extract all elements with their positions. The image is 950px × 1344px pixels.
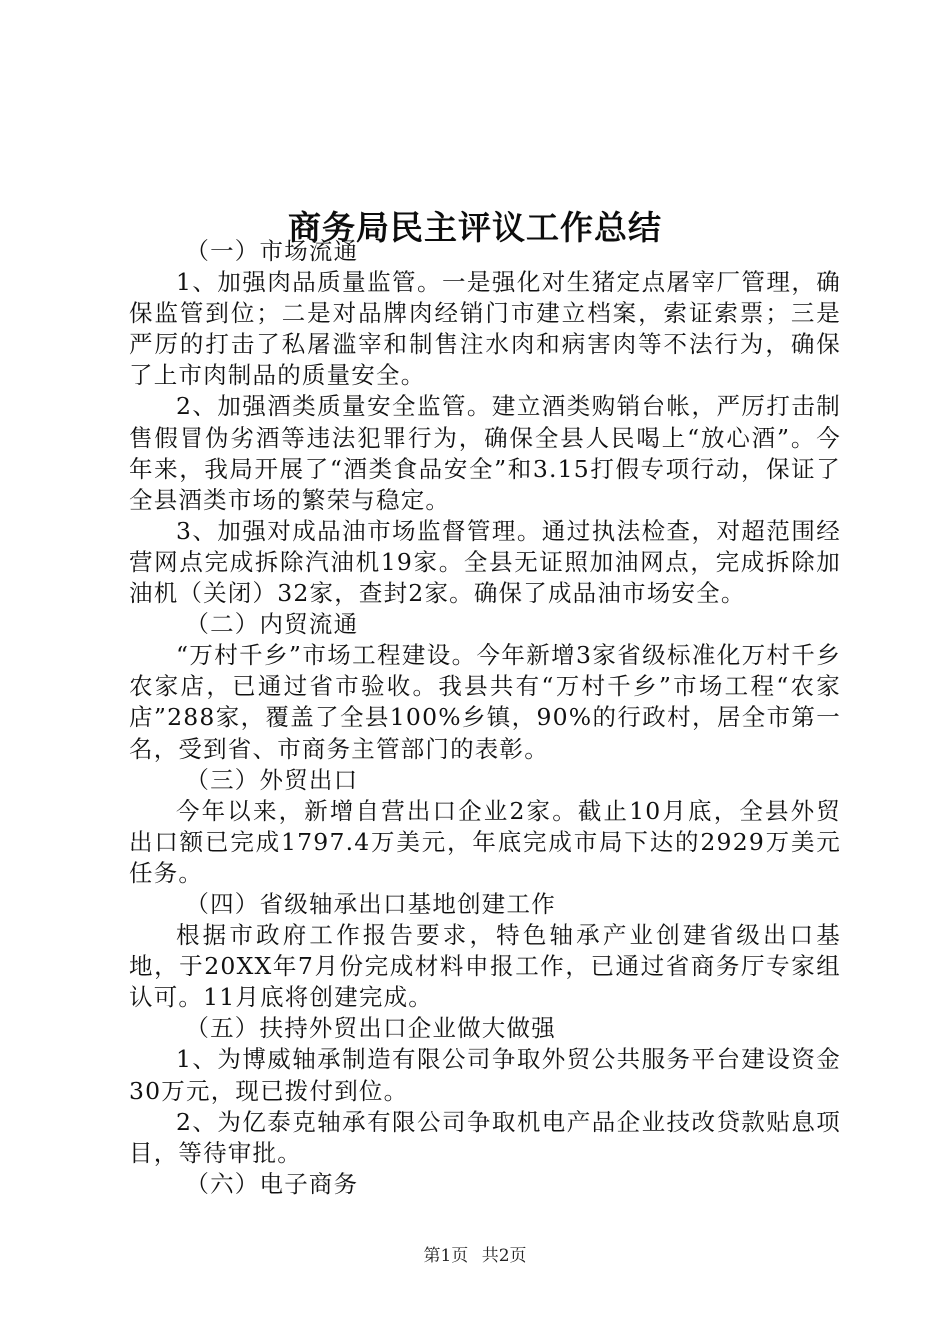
paragraph-oil-market: 3、加强对成品油市场监督管理。通过执法检查，对超范围经营网点完成拆除汽油机19家。全县无证照加油网点，完成拆除加油机（关闭）32家，查封2家。确保了成品油市场安全。: [129, 516, 841, 608]
paragraph-village-project: “万村千乡”市场工程建设。今年新增3家省级标准化万村千乡农家店，已通过省市验收。我县共有“万村千乡”市场工程“农家店”288家，覆盖了全县100%乡镇，90%的行政村，居全市第一名，受到省、市商务主管部门的表彰。: [129, 641, 841, 763]
document-title: 商务局民主评议工作总结: [288, 208, 662, 248]
paragraph-alcohol-safety: 2、加强酒类质量安全监管。建立酒类购销台帐，严厉打击制售假冒伪劣酒等违法犯罪行为，确保全县人民喝上“放心酒”。今年来，我局开展了“酒类食品安全”和3.15打假专项行动，保证了全县酒类市场的繁荣与稳定。: [129, 392, 841, 514]
paragraph-bowei-support: 1、为博威轴承制造有限公司争取外贸公共服务平台建设资金30万元，现已拨付到位。: [129, 1045, 841, 1105]
paragraph-meat-quality: 1、加强肉品质量监管。一是强化对生猪定点屠宰厂管理，确保监管到位；二是对品牌肉经销门市建立档案，索证索票；三是严厉的打击了私屠滥宰和制售注水肉和病害肉等不法行为，确保了上市肉制品的质量安全。: [129, 268, 841, 390]
section-heading-market: （一）市场流通: [185, 237, 359, 265]
section-heading-enterprise-support: （五）扶持外贸出口企业做大做强: [185, 1014, 556, 1043]
section-heading-domestic-trade: （二）内贸流通: [185, 610, 359, 639]
section-heading-foreign-trade: （三）外贸出口: [185, 765, 359, 794]
document-body: [129, 236, 841, 1200]
paragraph-export-results: 今年以来，新增自营出口企业2家。截止10月底，全县外贸出口额已完成1797.4万美元，年底完成市局下达的2929万美元任务。: [129, 796, 841, 887]
paragraph-yitaike-support: 2、为亿泰克轴承有限公司争取机电产品企业技改贷款贴息项目，等待审批。: [129, 1107, 841, 1167]
section-heading-bearing-base: （四）省级轴承出口基地创建工作: [185, 889, 556, 918]
paragraph-bearing-base: 根据市政府工作报告要求，特色轴承产业创建省级出口基地，于20XX年7月份完成材料申报工作，已通过省商务厅专家组认可。11月底将创建完成。: [129, 921, 841, 1012]
page-total: 共2页: [481, 1246, 527, 1266]
page-footer: [0, 1244, 950, 1268]
section-heading-ecommerce: （六）电子商务: [185, 1169, 359, 1198]
page-number: 第1页: [423, 1246, 469, 1266]
